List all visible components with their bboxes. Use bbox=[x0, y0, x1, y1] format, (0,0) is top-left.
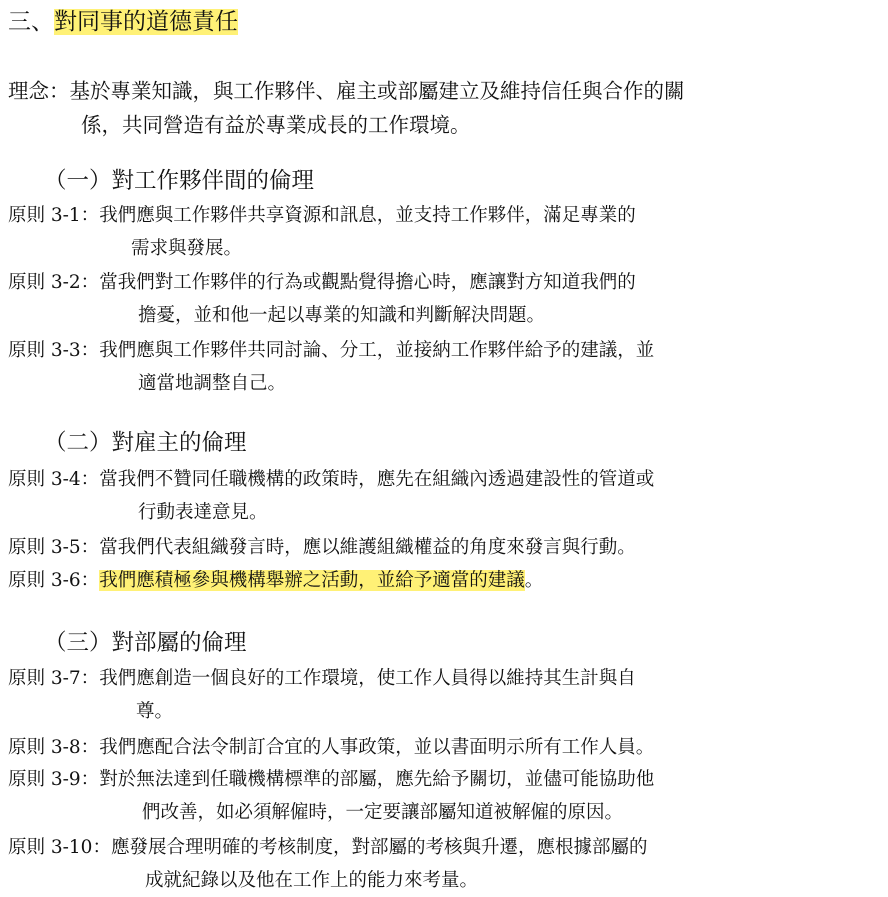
principle-3-8 bbox=[8, 731, 882, 764]
principle-text: 我們應配合法令制訂合宜的人事政策，並以書面明示所有工作人員。 bbox=[99, 737, 655, 758]
principle-3-7 bbox=[8, 662, 882, 728]
principle-text-cont: 行動表達意見。 bbox=[138, 502, 268, 523]
principle-text: 我們應與工作夥伴共享資源和訊息，並支持工作夥伴，滿足專業的 bbox=[99, 205, 636, 226]
principle-label: 原則 3-4： bbox=[8, 469, 100, 490]
principle-3-1 bbox=[8, 199, 882, 265]
principle-tail: 。 bbox=[524, 570, 544, 591]
principle-3-4 bbox=[8, 463, 882, 529]
principle-3-9 bbox=[8, 763, 882, 829]
principle-label: 原則 3-7： bbox=[8, 668, 100, 689]
principle-label: 原則 3-10： bbox=[8, 837, 111, 858]
chapter-heading bbox=[8, 4, 238, 40]
principle-3-5 bbox=[8, 531, 882, 564]
principle-label: 原則 3-6： bbox=[8, 570, 100, 591]
principle-text-cont: 成就紀錄以及他在工作上的能力來考量。 bbox=[145, 870, 479, 891]
chapter-number: 三、 bbox=[8, 9, 54, 35]
principle-text: 當我們不贊同任職機構的政策時，應先在組織內透過建設性的管道或 bbox=[99, 469, 655, 490]
principle-3-6 bbox=[8, 564, 882, 597]
principle-text: 我們應與工作夥伴共同討論、分工，並接納工作夥伴給予的建議，並 bbox=[99, 340, 655, 361]
principle-label: 原則 3-3： bbox=[8, 340, 100, 361]
principle-text-cont: 擔憂，並和他一起以專業的知識和判斷解決問題。 bbox=[138, 305, 546, 326]
section-title-subordinates: （三）對部屬的倫理 bbox=[44, 630, 247, 656]
principle-text-cont: 尊。 bbox=[136, 701, 174, 722]
principle-3-2 bbox=[8, 266, 882, 332]
highlighted-text: 我們應積極參與機構舉辦之活動，並給予適當的建議 bbox=[99, 570, 525, 591]
section-title-employer: （二）對雇主的倫理 bbox=[44, 430, 247, 456]
principle-text: 當我們對工作夥伴的行為或觀點覺得擔心時，應讓對方知道我們的 bbox=[99, 272, 636, 293]
principle-text: 應發展合理明確的考核制度，對部屬的考核與升遷，應根據部屬的 bbox=[110, 837, 648, 858]
principle-label: 原則 3-8： bbox=[8, 737, 100, 758]
principle-label: 原則 3-2： bbox=[8, 272, 100, 293]
principle-text: 當我們代表組織發言時，應以維護組織權益的角度來發言與行動。 bbox=[99, 537, 636, 558]
principle-3-10 bbox=[8, 831, 882, 897]
principle-text: 對於無法達到任職機構標準的部屬，應先給予關切，並儘可能協助他 bbox=[99, 769, 655, 790]
concept-line-2: 係，共同營造有益於專業成長的工作環境。 bbox=[81, 113, 471, 137]
principle-text-cont: 需求與發展。 bbox=[131, 238, 243, 259]
principle-label: 原則 3-9： bbox=[8, 769, 100, 790]
section-title-colleagues: （一）對工作夥伴間的倫理 bbox=[44, 168, 315, 194]
principle-label: 原則 3-1： bbox=[8, 205, 100, 226]
principle-label: 原則 3-5： bbox=[8, 537, 100, 558]
principle-text bbox=[99, 564, 882, 597]
concept-paragraph bbox=[8, 74, 880, 142]
principle-text-cont: 適當地調整自己。 bbox=[138, 373, 287, 394]
principle-text-cont: 們改善，如必須解僱時，一定要讓部屬知道被解僱的原因。 bbox=[142, 802, 624, 823]
concept-line-1: 理念：基於專業知識，與工作夥伴、雇主或部屬建立及維持信任與合作的關 bbox=[8, 79, 685, 103]
principle-3-3 bbox=[8, 334, 882, 400]
chapter-title: 對同事的道德責任 bbox=[54, 9, 238, 35]
principle-text: 我們應創造一個良好的工作環境，使工作人員得以維持其生計與自 bbox=[99, 668, 636, 689]
